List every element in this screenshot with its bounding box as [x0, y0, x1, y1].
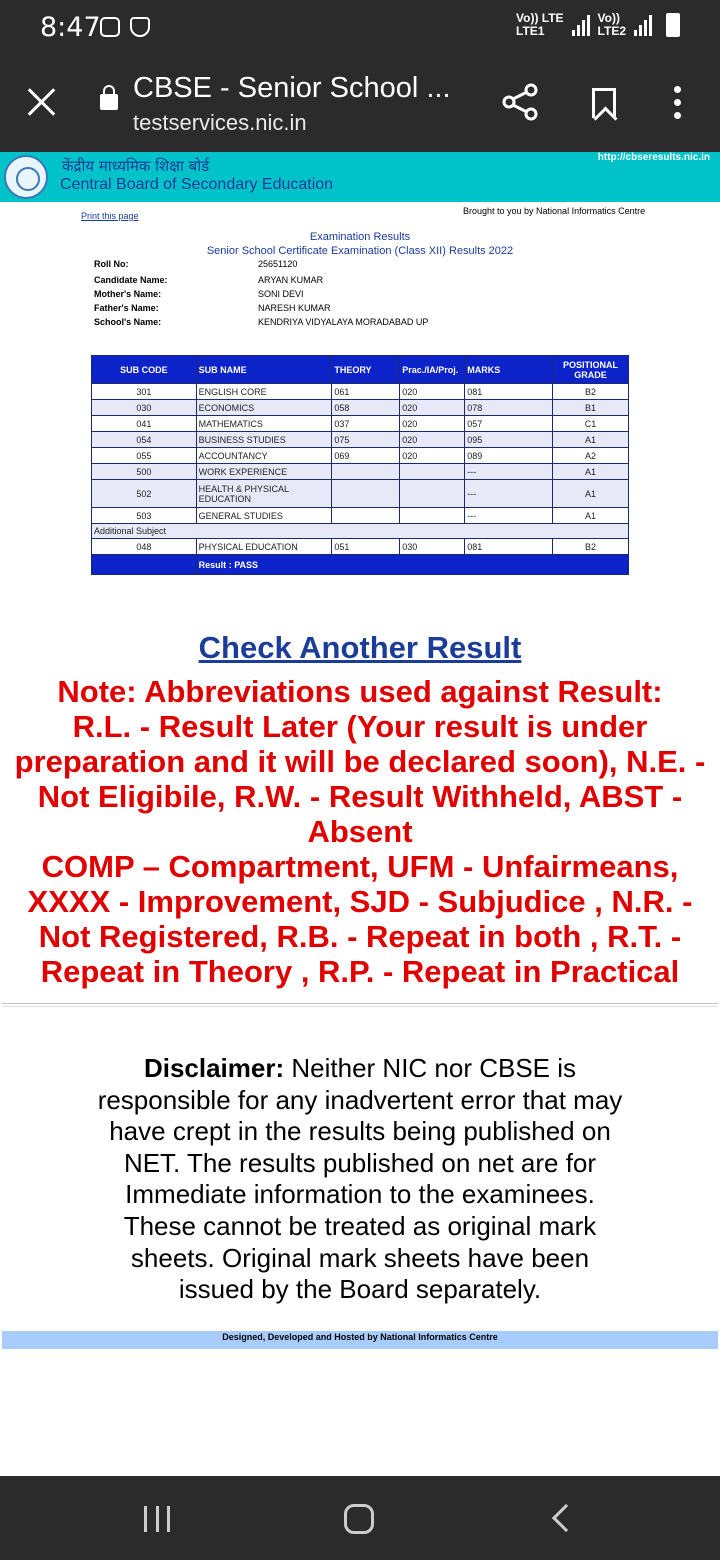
- lock-icon[interactable]: [100, 94, 118, 110]
- col-theory: THEORY: [332, 356, 400, 384]
- table-row: [92, 464, 629, 480]
- sub-name: PHYSICAL EDUCATION: [196, 539, 332, 555]
- mother-name-value: SONI DEVI: [258, 289, 304, 299]
- col-grade: POSITIONAL GRADE: [553, 356, 629, 384]
- note-line: XXXX - Improvement, SJD - Subjudice , N.R. -: [27, 884, 693, 919]
- sub-code: 041: [92, 416, 197, 432]
- status-indicators: [516, 12, 680, 38]
- theory: 069: [332, 448, 400, 464]
- exam-subtitle: Senior School Certificate Examination (Class XII) Results 2022: [206, 245, 514, 257]
- candidate-name-value: ARYAN KUMAR: [258, 275, 324, 285]
- disclaimer-label: Disclaimer:: [143, 1053, 285, 1083]
- marks: ---: [465, 480, 553, 508]
- battery-icon: [666, 13, 680, 37]
- table-row: [92, 384, 629, 400]
- col-marks: MARKS: [465, 356, 553, 384]
- grade: B2: [553, 539, 629, 555]
- father-name-label: Father's Name:: [94, 303, 159, 313]
- theory: [332, 480, 400, 508]
- table-row: [92, 416, 629, 432]
- check-another-result-link[interactable]: Check Another Result: [198, 630, 522, 665]
- sub-code: 055: [92, 448, 197, 464]
- note-line: Not Eligibile, R.W. - Result Withheld, ABST -: [37, 779, 683, 814]
- results-site-link[interactable]: http://cbseresults.nic.in: [597, 152, 710, 163]
- note-line: preparation and it will be declared soon), N.E. -: [14, 744, 706, 779]
- sub-code: 500: [92, 464, 197, 480]
- network-1: Vo)) LTE LTE1: [516, 11, 564, 38]
- grade: B2: [553, 384, 629, 400]
- school-name-value: KENDRIYA VIDYALAYA MORADABAD UP: [258, 317, 429, 327]
- page-title[interactable]: CBSE - Senior School ...: [133, 72, 451, 104]
- table-row: [92, 480, 629, 508]
- note-line: R.L. - Result Later (Your result is under: [72, 709, 648, 744]
- board-name-hindi: केंद्रीय माध्यमिक शिक्षा बोर्ड: [62, 157, 210, 175]
- sub-code: 048: [92, 539, 197, 555]
- recent-apps-icon[interactable]: [144, 1506, 170, 1532]
- bookmark-icon[interactable]: [592, 88, 616, 118]
- col-practical: Prac./IA/Proj.: [400, 356, 465, 384]
- practical: 020: [400, 416, 465, 432]
- result-row: [92, 555, 629, 575]
- sub-code: 502: [92, 480, 197, 508]
- marks: 078: [465, 400, 553, 416]
- table-header-row: [92, 356, 629, 384]
- sub-name: WORK EXPERIENCE: [196, 464, 332, 480]
- additional-subject-row: [92, 524, 629, 539]
- grade: C1: [553, 416, 629, 432]
- additional-subject-label: Additional Subject: [92, 524, 629, 539]
- note-line: COMP – Compartment, UFM - Unfairmeans,: [41, 849, 679, 884]
- practical: 020: [400, 384, 465, 400]
- table-row: [92, 400, 629, 416]
- print-page-link[interactable]: Print this page: [81, 211, 139, 221]
- disclaimer-text: Neither NIC nor CBSE is responsible for any inadvertent error that may have crept in the results being published on NET. The results published on net are for Immediate information to the examinees. These cannot be treated as original mark sheets. Original mark sheets have been issued by the Board separately.: [97, 1053, 623, 1305]
- table-row: [92, 432, 629, 448]
- more-options-icon[interactable]: [674, 86, 682, 126]
- sub-name: GENERAL STUDIES: [196, 508, 332, 524]
- footer-credit: Designed, Developed and Hosted by National Informatics Centre: [2, 1331, 718, 1349]
- result-spacer: [92, 555, 197, 575]
- navigation-bar: [0, 1476, 720, 1560]
- sub-code: 030: [92, 400, 197, 416]
- marks: 081: [465, 539, 553, 555]
- note-line: Not Registered, R.B. - Repeat in both , R.T. -: [38, 919, 682, 954]
- brought-by-text: Brought to you by National Informatics Centre: [463, 206, 646, 216]
- father-name-value: NARESH KUMAR: [258, 303, 331, 313]
- col-sub-code: SUB CODE: [92, 356, 197, 384]
- signal-2-icon: [634, 14, 652, 36]
- marks: ---: [465, 464, 553, 480]
- grade: A2: [553, 448, 629, 464]
- marks: 081: [465, 384, 553, 400]
- sub-name: HEALTH & PHYSICAL EDUCATION: [196, 480, 332, 508]
- marks: 095: [465, 432, 553, 448]
- status-time: 8:47: [40, 12, 101, 43]
- page-url[interactable]: testservices.nic.in: [133, 110, 307, 135]
- theory: 051: [332, 539, 400, 555]
- grade: A1: [553, 464, 629, 480]
- grade: A1: [553, 508, 629, 524]
- theory: 075: [332, 432, 400, 448]
- theory: [332, 464, 400, 480]
- note-line: Note: Abbreviations used against Result:: [57, 674, 663, 709]
- practical: 020: [400, 448, 465, 464]
- roll-no-label: Roll No:: [94, 259, 129, 269]
- candidate-name-label: Candidate Name:: [94, 275, 168, 285]
- col-sub-name: SUB NAME: [196, 356, 332, 384]
- shield-notification-icon: [130, 17, 150, 37]
- download-notification-icon: [100, 17, 120, 37]
- theory: 058: [332, 400, 400, 416]
- sub-code: 054: [92, 432, 197, 448]
- cbse-header: [0, 152, 720, 202]
- sub-name: ENGLISH CORE: [196, 384, 332, 400]
- practical: 020: [400, 400, 465, 416]
- board-name-english: Central Board of Secondary Education: [60, 176, 334, 193]
- cbse-logo-icon: [4, 155, 48, 199]
- grade: A1: [553, 432, 629, 448]
- sub-name: MATHEMATICS: [196, 416, 332, 432]
- note-line: Absent: [307, 814, 413, 849]
- roll-no-value: 25651120: [258, 259, 298, 269]
- grade: A1: [553, 480, 629, 508]
- sub-name: BUSINESS STUDIES: [196, 432, 332, 448]
- result-value: PASS: [234, 559, 259, 570]
- home-icon[interactable]: [344, 1504, 374, 1534]
- sub-name: ACCOUNTANCY: [196, 448, 332, 464]
- exam-title: Examination Results: [309, 231, 411, 243]
- practical: 030: [400, 539, 465, 555]
- school-name-label: School's Name:: [94, 317, 162, 327]
- note-line: Repeat in Theory , R.P. - Repeat in Practical: [40, 954, 680, 989]
- sub-code: 503: [92, 508, 197, 524]
- sub-name: ECONOMICS: [196, 400, 332, 416]
- table-row: [92, 539, 629, 555]
- network-2: Vo)) LTE2: [597, 11, 626, 38]
- theory: 061: [332, 384, 400, 400]
- close-icon[interactable]: [26, 86, 58, 118]
- marks: ---: [465, 508, 553, 524]
- mother-name-label: Mother's Name:: [94, 289, 162, 299]
- disclaimer: [90, 1053, 630, 1306]
- signal-1-icon: [572, 14, 590, 36]
- marks: 057: [465, 416, 553, 432]
- status-bar: [0, 0, 720, 56]
- theory: 037: [332, 416, 400, 432]
- practical: [400, 508, 465, 524]
- grade: B1: [553, 400, 629, 416]
- practical: [400, 464, 465, 480]
- sub-code: 301: [92, 384, 197, 400]
- marks: 089: [465, 448, 553, 464]
- practical: [400, 480, 465, 508]
- abbreviations-note: [0, 674, 720, 989]
- back-icon[interactable]: [552, 1504, 580, 1532]
- marks-table: [91, 355, 629, 575]
- theory: [332, 508, 400, 524]
- divider: [2, 1003, 718, 1007]
- result-label: Result :: [198, 559, 232, 570]
- browser-toolbar: [0, 56, 720, 152]
- table-row: [92, 448, 629, 464]
- result-cell: [196, 555, 628, 575]
- table-row: [92, 508, 629, 524]
- share-icon[interactable]: [500, 82, 540, 122]
- practical: 020: [400, 432, 465, 448]
